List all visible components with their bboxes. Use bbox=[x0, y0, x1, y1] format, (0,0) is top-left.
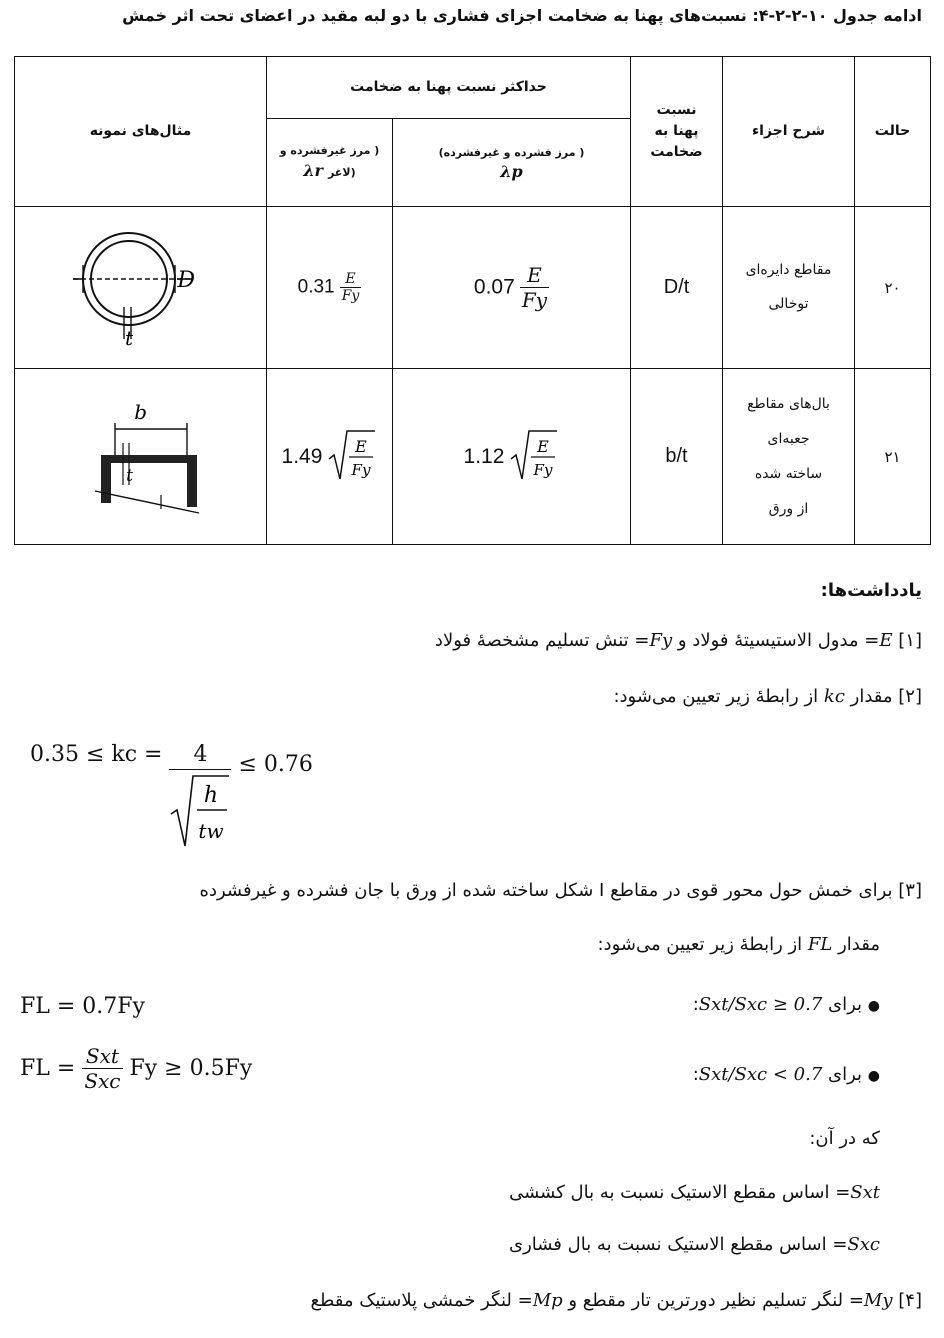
width-label: b bbox=[133, 399, 147, 424]
lambda-p-value: 0.07 $\frac{E}{Fy}$ bbox=[393, 207, 631, 369]
where-label: که در آن: bbox=[809, 1128, 880, 1149]
note-4: [۴] My= لنگر تسلیم نظیر دورترین تار مقطع و Mp= لنگر خمشی پلاستیک مقطع bbox=[310, 1290, 922, 1311]
note-3-line2: مقدار FL از رابطهٔ زیر تعیین می‌شود: bbox=[597, 934, 880, 955]
description: بال‌های مقاطع جعبه‌ای ساخته شده از ورق bbox=[723, 369, 855, 545]
header-max-ratio: حداکثر نسبت پهنا به ضخامت bbox=[267, 57, 631, 119]
thickness-label: t bbox=[124, 325, 133, 350]
svg-text:E: E bbox=[355, 436, 368, 456]
width-thickness-table bbox=[14, 56, 931, 545]
description: مقاطع دایره‌ای توخالی bbox=[723, 207, 855, 369]
ratio-symbol: D/t bbox=[631, 207, 723, 369]
lambda-r-value: 0.31 $\frac{E}{Fy}$ bbox=[267, 207, 393, 369]
header-description: شرح اجزاء bbox=[723, 57, 855, 207]
header-lambda-r: ( مرز غیرفشرده و λr لاغر) bbox=[267, 119, 393, 207]
bullet-condition-1: ● برای Sxt/Sxc ≥ 0.7: bbox=[692, 994, 880, 1015]
fl-equation-2: FL = $\frac{\text{Sxt}}{\text{Sxc}}$ Fy ≥ 0.5Fy bbox=[20, 1044, 253, 1093]
sxc-definition: Sxc= اساس مقطع الاستیک نسبت به بال فشاری bbox=[508, 1234, 880, 1255]
note-2: [۲] مقدار kc از رابطهٔ زیر تعیین می‌شود: bbox=[613, 686, 922, 707]
example-figure-circular bbox=[15, 207, 267, 369]
header-case: حالت bbox=[855, 57, 931, 207]
thickness-label: t bbox=[125, 465, 133, 486]
table-row bbox=[15, 369, 931, 545]
fl-equation-1: FL = 0.7Fy bbox=[20, 994, 145, 1019]
bullet-condition-2: ● برای Sxt/Sxc < 0.7: bbox=[692, 1064, 880, 1085]
kc-equation: 0.35 ≤ kc = 4 h tw ≤ 0.76 bbox=[30, 742, 313, 850]
svg-text:tw: tw bbox=[198, 819, 225, 843]
case-number: ۲۰ bbox=[855, 207, 931, 369]
header-ratio: نسبت پهنا به ضخامت bbox=[631, 57, 723, 207]
box-section-flange-diagram bbox=[51, 385, 231, 525]
svg-text:h: h bbox=[204, 783, 219, 808]
sxt-definition: Sxt= اساس مقطع الاستیک نسبت به بال کششی bbox=[509, 1182, 880, 1203]
svg-text:Fy: Fy bbox=[352, 460, 371, 479]
ratio-symbol: b/t bbox=[631, 369, 723, 545]
lambda-r-symbol: λr bbox=[303, 161, 323, 180]
diameter-label: D bbox=[176, 267, 195, 293]
svg-text:E: E bbox=[537, 436, 550, 456]
lambda-p-value: 1.12 E Fy bbox=[393, 369, 631, 545]
note-3: [۳] برای خمش حول محور قوی در مقاطع I شکل ساخته شده از ورق با جان فشرده و غیرفشرده bbox=[199, 880, 922, 901]
svg-text:Fy: Fy bbox=[534, 460, 553, 479]
notes-heading: یادداشت‌ها: bbox=[820, 580, 922, 601]
table-title: ادامه جدول ۱۰-۲-۲-۴: نسبت‌های پهنا به ضخامت اجزای فشاری با دو لبه مقید در اعضای تحت اثر خمش bbox=[122, 6, 922, 25]
case-number: ۲۱ bbox=[855, 369, 931, 545]
table-row bbox=[15, 207, 931, 369]
circular-hollow-section-diagram bbox=[51, 221, 231, 351]
note-1: [۱] E= مدول الاستیسیتهٔ فولاد و Fy= تنش تسلیم مشخصهٔ فولاد bbox=[434, 630, 922, 651]
lambda-r-value: 1.49 E Fy bbox=[267, 369, 393, 545]
example-figure-box bbox=[15, 369, 267, 545]
lambda-p-symbol: λp bbox=[500, 162, 523, 182]
header-lambda-p: ( مرز فشرده و غیرفشرده) λp bbox=[393, 119, 631, 207]
header-examples: مثال‌های نمونه bbox=[15, 57, 267, 207]
